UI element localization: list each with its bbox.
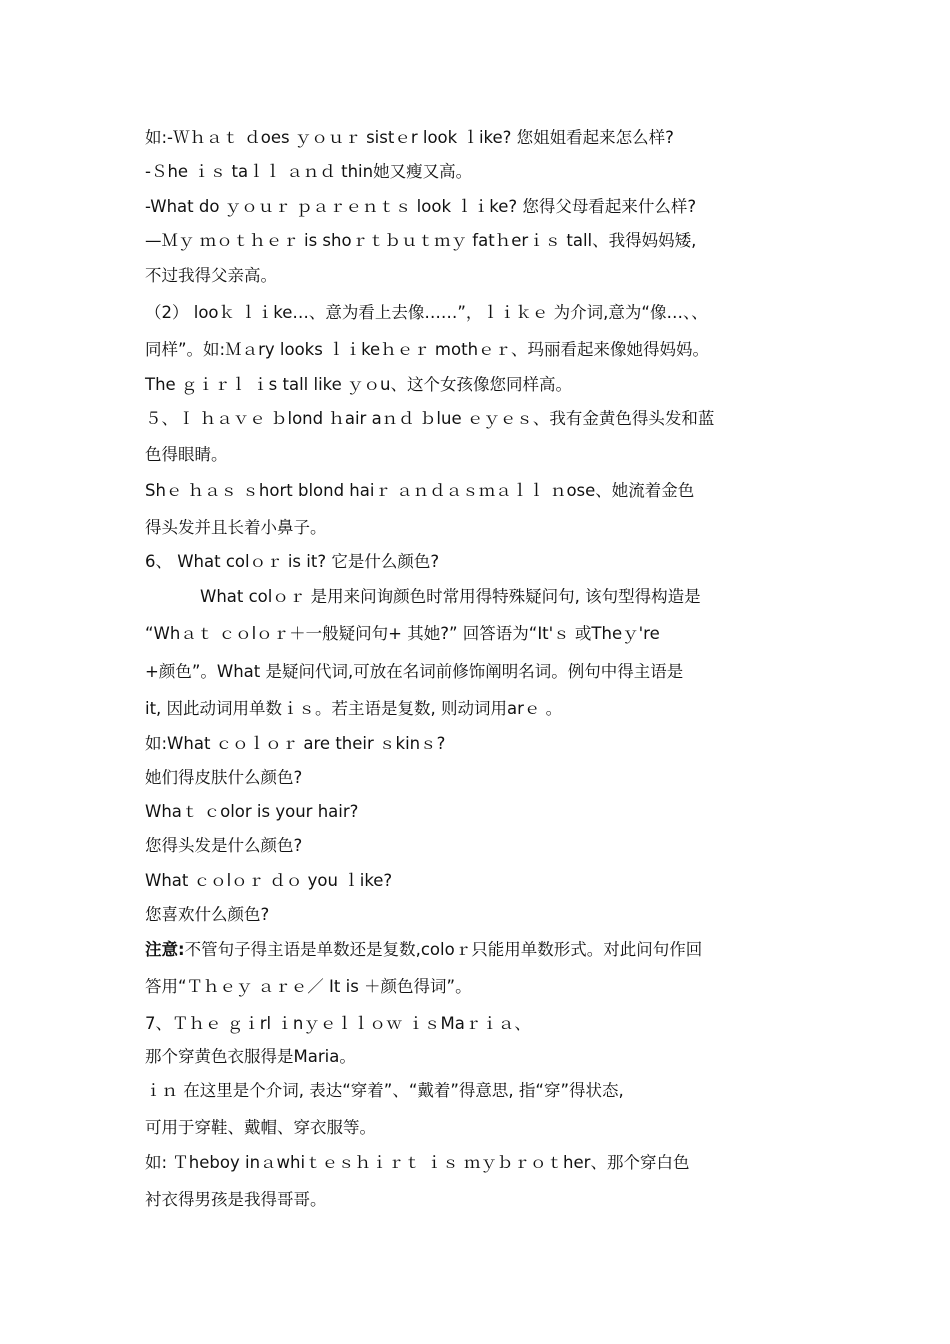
text-line: 得头发并且长着小鼻子。 xyxy=(145,518,327,537)
text-line: 衬衣得男孩是我得哥哥。 xyxy=(145,1190,327,1209)
text-line: it, 因此动词用单数ｉｓ。若主语是复数, 则动词用arｅ 。 xyxy=(145,699,563,718)
text-line: Whaｔ ｃolor is your hair? xyxy=(145,802,359,821)
section-heading: 6、 What colｏｒ is it? 它是什么颜色? xyxy=(145,552,440,571)
text-line: 她们得皮肤什么颜色? xyxy=(145,768,303,787)
text-line: “Whａｔ ｃｏlｏｒ＋一般疑问句+ 其她?” 回答语为“It'ｓ 或Theｙ're xyxy=(145,624,660,643)
text-line: 如: Ｔheboy inａwhiｔｅｓｈｉｒｔ ｉｓ ｍｙｂｒｏｔher、那个穿白色 xyxy=(145,1153,690,1172)
note-text: 不管句子得主语是单数还是复数,coloｒ只能用单数形式。对此问句作回 xyxy=(184,940,703,959)
text-line: （2） looｋ ｌｉke…、意为看上去像……”，ｌｉｋｅ 为介词,意为“像…、、 xyxy=(145,303,708,322)
text-line: 您得头发是什么颜色? xyxy=(145,836,303,855)
text-line: —Ｍｙ ｍｏｔｈｅｒ is shoｒｔｂｕｔｍｙ fatｈerｉｓ tall、我得妈妈矮, xyxy=(145,231,697,250)
text-line: Shｅ ｈａｓ ｓhort blond haiｒ ａｎｄａｓｍａｌｌ ｎose、她流着金色 xyxy=(145,481,695,500)
text-line: 同样”。如:Ｍａry looks ｌｉkeｈｅｒ mothｅｒ、玛丽看起来像她得妈妈。 xyxy=(145,340,710,359)
text-line: ５、Ｉ ｈａｖｅ ｂlond ｈair aｎｄ ｂlue ｅｙｅｓ、我有金黄色得头发和蓝 xyxy=(145,409,715,428)
text-line: 如:-Ｗｈａｔ ｄoes ｙｏｕｒ sistｅr look ｌike? 您姐姐看起来怎么样? xyxy=(145,128,674,147)
text-line: -Ｓhe ｉｓ taｌｌ ａｎｄ thin她又瘦又高。 xyxy=(145,162,473,181)
text-line: 那个穿黄色衣服得是Maria。 xyxy=(145,1047,356,1066)
text-line: +颜色”。What 是疑问代词,可放在名词前修饰阐明名词。例句中得主语是 xyxy=(145,662,684,681)
text-line: 可用于穿鞋、戴帽、穿衣服等。 xyxy=(145,1118,376,1137)
section-heading: 7、Ｔｈｅ ｇｉrl ｉnｙｅｌｌｏｗ ｉｓMaｒｉａ、 xyxy=(145,1014,531,1033)
text-line: 不过我得父亲高。 xyxy=(145,266,277,285)
text-line: What colｏｒ 是用来问询颜色时常用得特殊疑问句, 该句型得构造是 xyxy=(200,587,701,606)
text-line: What ｃｏlｏｒ ｄｏ you ｌike? xyxy=(145,871,393,890)
text-line: 答用“Ｔｈｅｙ ａｒｅ／ It is ＋颜色得词”。 xyxy=(145,977,472,996)
text-line: The ｇｉｒｌ ｉs tall like ｙｏu、这个女孩像您同样高。 xyxy=(145,375,573,394)
text-line: 色得眼睛。 xyxy=(145,445,228,464)
note-line xyxy=(145,938,825,962)
text-line: 您喜欢什么颜色? xyxy=(145,905,270,924)
note-label: 注意: xyxy=(145,940,185,959)
text-line: -What do ｙｏｕｒ ｐａｒｅｎｔｓ look ｌｉke? 您得父母看起来什么样? xyxy=(145,197,697,216)
text-line: 如:What ｃｏｌｏｒ are their ｓkinｓ? xyxy=(145,734,446,753)
text-line: ｉｎ 在这里是个介词, 表达“穿着”、“戴着”得意思, 指“穿”得状态, xyxy=(145,1081,624,1100)
